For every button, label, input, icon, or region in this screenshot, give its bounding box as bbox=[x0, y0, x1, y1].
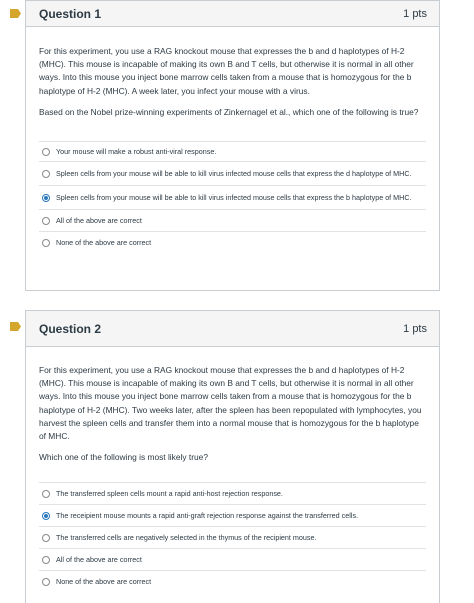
question-body bbox=[26, 27, 439, 263]
question-points: 1 pts bbox=[403, 7, 427, 20]
question-card-2 bbox=[25, 310, 440, 603]
answer-list bbox=[39, 482, 426, 602]
question-text: For this experiment, you use a RAG knockout mouse that expresses the b and d haplotypes of H-2 (MHC). This mouse is incapable of making its own B and T cells, but otherwise it is normal in all other ways. Into this mouse you inject bone marrow cells taken from a mouse that is homozygous for the b haplotype of H-2 (MHC). Two weeks later, after the spleen has been repopulated with lymphocytes, you harvest the spleen cells and transfer them into a normal mouse that is homozygous for the b haplotype of MHC. bbox=[39, 365, 422, 442]
answer-option[interactable] bbox=[39, 161, 426, 185]
radio-button-icon[interactable] bbox=[42, 217, 50, 225]
question-prompt: Based on the Nobel prize-winning experiments of Zinkernagel et al., which one of the following is true? bbox=[39, 106, 419, 117]
radio-button-icon[interactable] bbox=[42, 490, 50, 498]
answer-label: The transferred cells are negatively selected in the thymus of the recipient mouse. bbox=[56, 533, 317, 543]
question-card-1 bbox=[25, 0, 440, 291]
radio-button-icon[interactable] bbox=[42, 534, 50, 542]
answer-label: The transferred spleen cells mount a rapid anti-host rejection response. bbox=[56, 489, 283, 499]
radio-button-selected-icon[interactable] bbox=[42, 512, 50, 520]
answer-label: Your mouse will make a robust anti-viral response. bbox=[56, 147, 217, 157]
answer-label: None of the above are correct bbox=[56, 238, 152, 248]
question-prompt: Which one of the following is most likely true? bbox=[39, 452, 208, 463]
flag-question-icon[interactable] bbox=[10, 322, 21, 331]
answer-list bbox=[39, 141, 426, 263]
question-header bbox=[26, 1, 439, 27]
radio-button-icon[interactable] bbox=[42, 148, 50, 156]
answer-option[interactable] bbox=[39, 231, 426, 253]
radio-button-icon[interactable] bbox=[42, 578, 50, 586]
radio-button-icon[interactable] bbox=[42, 239, 50, 247]
answer-label: Spleen cells from your mouse will be able to kill virus infected mouse cells that express the d haplotype of MHC. bbox=[56, 169, 412, 179]
answer-label: All of the above are correct bbox=[56, 216, 142, 226]
question-title: Question 2 bbox=[39, 321, 102, 336]
answer-label: All of the above are correct bbox=[56, 555, 142, 565]
answer-option[interactable] bbox=[39, 548, 426, 570]
answer-label: The receipient mouse mounts a rapid anti-graft rejection response against the transferred cells. bbox=[56, 511, 359, 521]
question-title: Question 1 bbox=[39, 6, 102, 21]
radio-button-icon[interactable] bbox=[42, 170, 50, 178]
question-header bbox=[26, 311, 439, 347]
answer-option[interactable] bbox=[39, 570, 426, 592]
answer-option-selected[interactable] bbox=[39, 504, 426, 526]
answer-option[interactable] bbox=[39, 209, 426, 231]
question-points: 1 pts bbox=[403, 322, 427, 335]
flag-question-icon[interactable] bbox=[10, 9, 21, 18]
radio-button-icon[interactable] bbox=[42, 556, 50, 564]
question-body bbox=[26, 347, 439, 602]
answer-option[interactable] bbox=[39, 141, 426, 161]
answer-label: None of the above are correct bbox=[56, 577, 152, 587]
answer-label: Spleen cells from your mouse will be able to kill virus infected mouse cells that express the b haplotype of MHC. bbox=[56, 193, 412, 203]
answer-option[interactable] bbox=[39, 526, 426, 548]
question-text: For this experiment, you use a RAG knockout mouse that expresses the b and d haplotypes of H-2 (MHC). This mouse is incapable of making its own B and T cells, but otherwise it is normal in all other ways. Into this mouse you inject bone marrow cells taken from a mouse that is homozygous for the b haplotype of H-2 (MHC). A week later, you infect your mouse with a virus. bbox=[39, 46, 414, 96]
answer-option-selected[interactable] bbox=[39, 185, 426, 209]
answer-option[interactable] bbox=[39, 482, 426, 504]
radio-button-selected-icon[interactable] bbox=[42, 194, 50, 202]
